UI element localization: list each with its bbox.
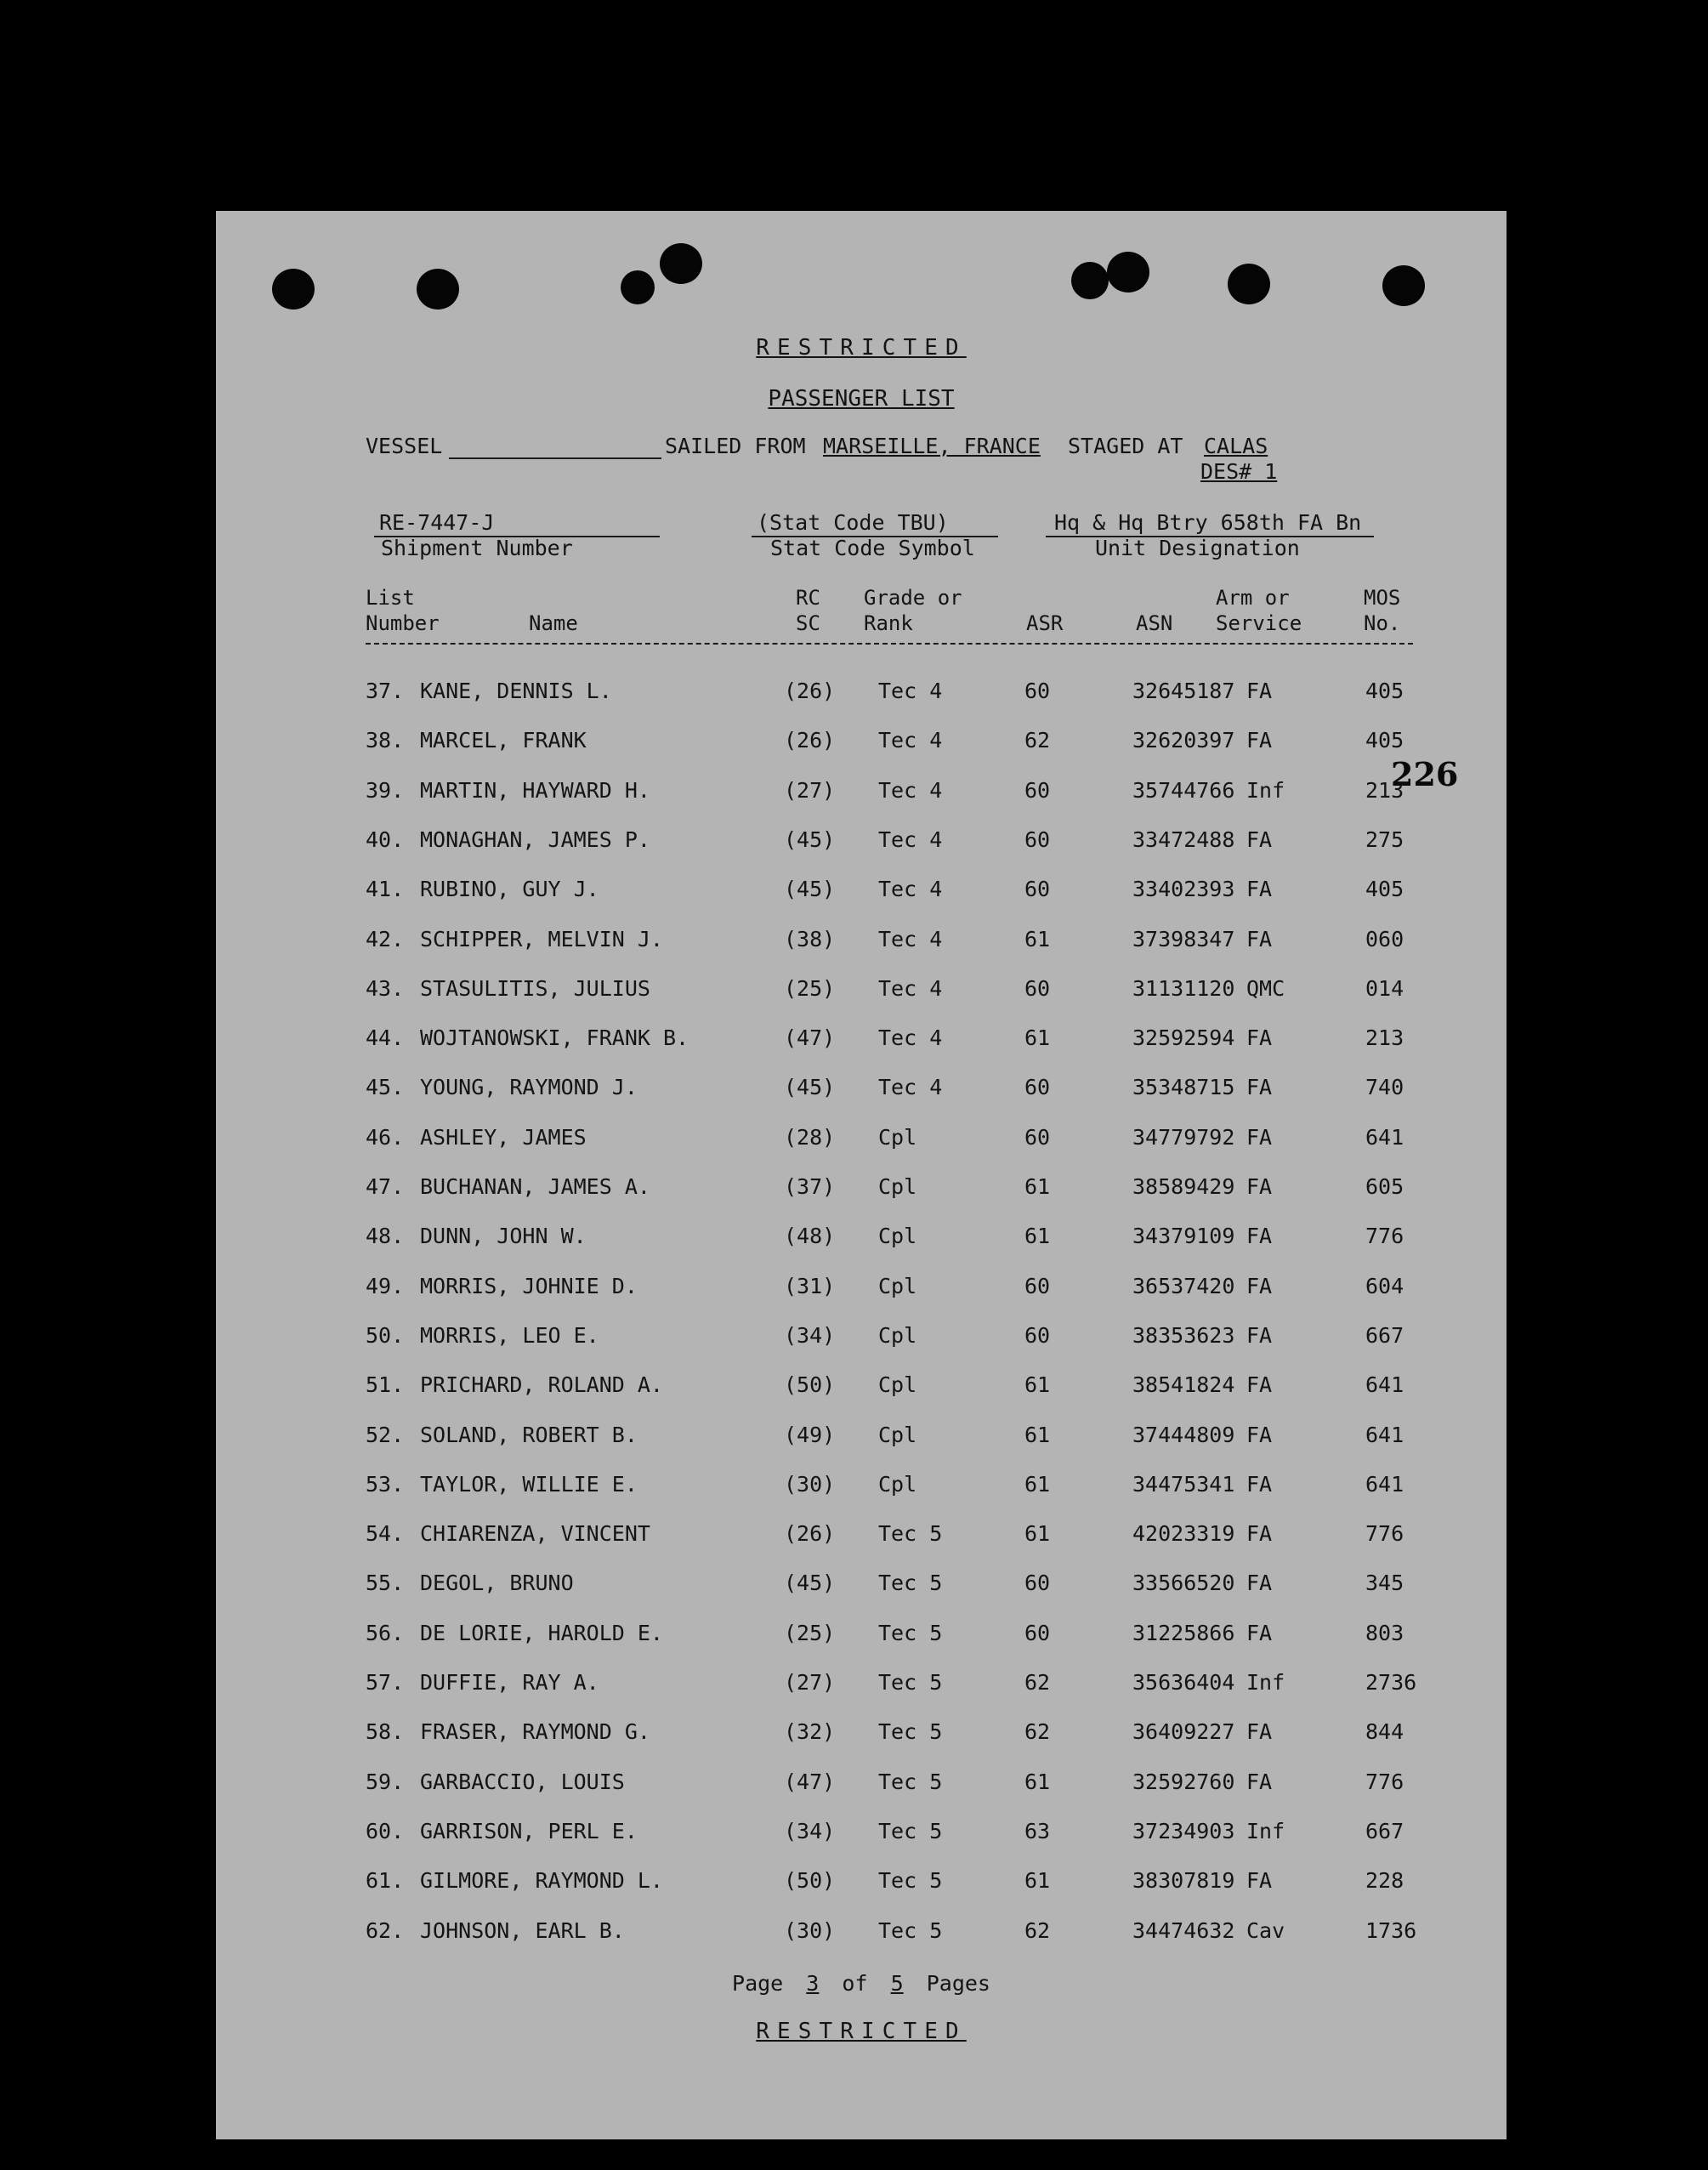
arm-service: FA: [1246, 1620, 1273, 1645]
row-number: 54.: [366, 1521, 405, 1547]
row-number: 41.: [366, 877, 405, 902]
arm-service: Inf: [1246, 1818, 1285, 1843]
asn: 35744766: [1132, 777, 1235, 803]
table-row: [216, 1621, 1507, 1658]
row-number: 62.: [366, 1917, 405, 1943]
row-number: 50.: [366, 1322, 405, 1348]
passenger-name: DUFFIE, RAY A.: [420, 1670, 599, 1695]
asn: 35348715: [1132, 1075, 1235, 1100]
grade: Cpl: [878, 1124, 917, 1150]
page-label: Page: [732, 1971, 784, 1996]
mos-number: 1736: [1365, 1917, 1417, 1943]
grade: Tec 4: [878, 975, 943, 1001]
arm-service: FA: [1246, 1273, 1273, 1298]
asr: 61: [1024, 1521, 1051, 1547]
table-row: [216, 1423, 1507, 1460]
des-number: DES# 1: [1200, 459, 1278, 484]
passenger-name: KANE, DENNIS L.: [420, 679, 612, 703]
grade: Tec 5: [878, 1670, 943, 1695]
asr: 60: [1024, 827, 1051, 852]
row-number: 48.: [366, 1224, 405, 1249]
rc-sc: (26): [784, 679, 836, 703]
passenger-name: STASULITIS, JULIUS: [420, 975, 650, 1001]
table-row: [216, 728, 1507, 765]
rc-sc: (32): [784, 1719, 836, 1745]
row-number: 60.: [366, 1818, 405, 1843]
asr: 60: [1024, 1273, 1051, 1298]
passenger-name: RUBINO, GUY J.: [420, 877, 599, 902]
asn: 37234903: [1132, 1818, 1235, 1843]
arm-service: FA: [1246, 1174, 1273, 1199]
staged-at-label: STAGED AT: [1068, 434, 1183, 458]
mos-number: 641: [1365, 1422, 1404, 1447]
arm-service: FA: [1246, 679, 1273, 703]
row-number: 51.: [366, 1372, 405, 1398]
arm-service: QMC: [1246, 975, 1285, 1001]
grade: Tec 4: [878, 926, 943, 952]
col-header-grade: Grade or Rank: [864, 586, 962, 635]
row-number: 40.: [366, 827, 405, 852]
grade: Tec 5: [878, 1521, 943, 1547]
stat-code-value: (Stat Code TBU): [757, 510, 949, 535]
rc-sc: (48): [784, 1224, 836, 1249]
passenger-name: MONAGHAN, JAMES P.: [420, 827, 650, 852]
row-number: 49.: [366, 1273, 405, 1298]
passenger-name: WOJTANOWSKI, FRANK B.: [420, 1025, 689, 1051]
grade: Tec 5: [878, 1818, 943, 1843]
grade: Tec 5: [878, 1620, 943, 1645]
grade: Tec 4: [878, 679, 943, 703]
passenger-name: GARRISON, PERL E.: [420, 1818, 638, 1843]
mos-number: 604: [1365, 1273, 1404, 1298]
header-divider: [366, 643, 1413, 645]
passenger-name: PRICHARD, ROLAND A.: [420, 1372, 663, 1398]
passenger-name: TAYLOR, WILLIE E.: [420, 1471, 638, 1497]
mos-number: 060: [1365, 926, 1404, 952]
mos-number: 776: [1365, 1521, 1404, 1547]
row-number: 59.: [366, 1769, 405, 1794]
stat-code-label: Stat Code Symbol: [770, 536, 975, 560]
mos-number: 844: [1365, 1719, 1404, 1745]
unit-designation-label: Unit Designation: [1095, 536, 1300, 560]
rc-sc: (38): [784, 926, 836, 952]
table-row: [216, 827, 1507, 865]
mos-number: 405: [1365, 877, 1404, 902]
arm-service: FA: [1246, 827, 1273, 852]
grade: Tec 4: [878, 1025, 943, 1051]
passenger-name: GILMORE, RAYMOND L.: [420, 1868, 663, 1894]
grade: Cpl: [878, 1322, 917, 1348]
asn: 34379109: [1132, 1224, 1235, 1249]
arm-service: FA: [1246, 1322, 1273, 1348]
asn: 33566520: [1132, 1571, 1235, 1596]
asr: 62: [1024, 728, 1051, 753]
asn: 32592760: [1132, 1769, 1235, 1794]
table-row: [216, 1819, 1507, 1856]
rc-sc: (37): [784, 1174, 836, 1199]
rc-sc: (45): [784, 877, 836, 902]
asn: 36409227: [1132, 1719, 1235, 1745]
asr: 60: [1024, 1571, 1051, 1596]
row-number: 56.: [366, 1620, 405, 1645]
table-row: [216, 1670, 1507, 1707]
row-number: 47.: [366, 1174, 405, 1199]
asn: 34779792: [1132, 1124, 1235, 1150]
grade: Cpl: [878, 1471, 917, 1497]
asn: 32620397: [1132, 728, 1235, 753]
col-header-arm-service: Arm or Service: [1216, 586, 1302, 635]
passenger-name: SOLAND, ROBERT B.: [420, 1422, 638, 1447]
asn: 37398347: [1132, 926, 1235, 952]
asr: 60: [1024, 1620, 1051, 1645]
passenger-name: MORRIS, LEO E.: [420, 1322, 599, 1348]
page-total: 5: [890, 1971, 904, 1996]
table-row: [216, 1571, 1507, 1608]
asr: 60: [1024, 1322, 1051, 1348]
unit-designation-value: Hq & Hq Btry 658th FA Bn: [1054, 510, 1362, 535]
grade: Tec 4: [878, 728, 943, 753]
asr: 60: [1024, 877, 1051, 902]
passenger-name: DEGOL, BRUNO: [420, 1571, 574, 1596]
col-header-asn: ASN: [1136, 611, 1173, 635]
rc-sc: (26): [784, 728, 836, 753]
arm-service: FA: [1246, 1521, 1273, 1547]
table-row: [216, 778, 1507, 815]
col-header-asr: ASR: [1026, 611, 1064, 635]
arm-service: FA: [1246, 1224, 1273, 1249]
row-number: 52.: [366, 1422, 405, 1447]
asr: 61: [1024, 1174, 1051, 1199]
table-row: [216, 1274, 1507, 1311]
table-row: [216, 1868, 1507, 1906]
vessel-label: VESSEL: [366, 434, 443, 458]
asn: 31225866: [1132, 1620, 1235, 1645]
col-header-name: Name: [529, 611, 578, 635]
arm-service: FA: [1246, 1868, 1273, 1894]
asr: 61: [1024, 1025, 1051, 1051]
asn: 34474632: [1132, 1917, 1235, 1943]
asn: 36537420: [1132, 1273, 1235, 1298]
table-row: [216, 1770, 1507, 1807]
passenger-name: DUNN, JOHN W.: [420, 1224, 587, 1249]
table-row: [216, 877, 1507, 914]
arm-service: FA: [1246, 1422, 1273, 1447]
asr: 61: [1024, 1471, 1051, 1497]
punch-hole: [1228, 264, 1270, 304]
grade: Cpl: [878, 1273, 917, 1298]
mos-number: 667: [1365, 1322, 1404, 1348]
asr: 60: [1024, 1124, 1051, 1150]
row-number: 58.: [366, 1719, 405, 1745]
mos-number: 405: [1365, 679, 1404, 703]
punch-hole: [621, 270, 655, 304]
mos-number: 213: [1365, 777, 1404, 803]
mos-number: 776: [1365, 1224, 1404, 1249]
asn: 37444809: [1132, 1422, 1235, 1447]
asr: 62: [1024, 1719, 1051, 1745]
punch-hole: [1071, 262, 1109, 299]
asn: 38589429: [1132, 1174, 1235, 1199]
asr: 60: [1024, 777, 1051, 803]
asr: 61: [1024, 1769, 1051, 1794]
shipment-number-value: RE-7447-J: [379, 510, 495, 535]
row-number: 55.: [366, 1571, 405, 1596]
mos-number: 405: [1365, 728, 1404, 753]
table-row: [216, 1323, 1507, 1361]
rc-sc: (30): [784, 1917, 836, 1943]
passenger-name: MARCEL, FRANK: [420, 728, 587, 753]
asn: 32592594: [1132, 1025, 1235, 1051]
table-row: [216, 1025, 1507, 1063]
asr: 60: [1024, 1075, 1051, 1100]
table-row: [216, 1224, 1507, 1261]
table-row: [216, 1125, 1507, 1162]
page-of: of: [842, 1971, 868, 1996]
asn: 35636404: [1132, 1670, 1235, 1695]
rc-sc: (30): [784, 1471, 836, 1497]
mos-number: 641: [1365, 1124, 1404, 1150]
asr: 61: [1024, 1422, 1051, 1447]
asr: 62: [1024, 1917, 1051, 1943]
rc-sc: (26): [784, 1521, 836, 1547]
rc-sc: (34): [784, 1322, 836, 1348]
passenger-name: ASHLEY, JAMES: [420, 1124, 587, 1150]
sailed-from-value: MARSEILLE, FRANCE: [823, 434, 1041, 458]
punch-hole: [272, 269, 315, 310]
vessel-blank: [449, 457, 661, 459]
row-number: 42.: [366, 926, 405, 952]
asn: 34475341: [1132, 1471, 1235, 1497]
staged-at-value: CALAS: [1204, 434, 1268, 458]
rc-sc: (50): [784, 1868, 836, 1894]
table-row: [216, 1174, 1507, 1212]
shipment-number-label: Shipment Number: [381, 536, 573, 560]
passenger-name: MARTIN, HAYWARD H.: [420, 777, 650, 803]
arm-service: FA: [1246, 1372, 1273, 1398]
rc-sc: (31): [784, 1273, 836, 1298]
asr: 60: [1024, 679, 1051, 703]
row-number: 61.: [366, 1868, 405, 1894]
asn: 33402393: [1132, 877, 1235, 902]
asr: 63: [1024, 1818, 1051, 1843]
row-number: 38.: [366, 728, 405, 753]
punch-hole: [1107, 252, 1149, 293]
table-row: [216, 976, 1507, 1014]
passenger-name: FRASER, RAYMOND G.: [420, 1719, 650, 1745]
mos-number: 345: [1365, 1571, 1404, 1596]
punch-hole: [417, 269, 459, 310]
asn: 42023319: [1132, 1521, 1235, 1547]
arm-service: FA: [1246, 1124, 1273, 1150]
arm-service: FA: [1246, 1769, 1273, 1794]
grade: Cpl: [878, 1224, 917, 1249]
rc-sc: (49): [784, 1422, 836, 1447]
table-row: [216, 1719, 1507, 1757]
col-header-mos: MOS No.: [1364, 586, 1401, 635]
asr: 62: [1024, 1670, 1051, 1695]
rc-sc: (45): [784, 1571, 836, 1596]
rc-sc: (27): [784, 1670, 836, 1695]
grade: Cpl: [878, 1422, 917, 1447]
asn: 32645187: [1132, 679, 1235, 703]
arm-service: FA: [1246, 1075, 1273, 1100]
grade: Tec 5: [878, 1917, 943, 1943]
arm-service: Inf: [1246, 1670, 1285, 1695]
passenger-name: SCHIPPER, MELVIN J.: [420, 926, 663, 952]
arm-service: Cav: [1246, 1917, 1285, 1943]
grade: Cpl: [878, 1174, 917, 1199]
arm-service: FA: [1246, 1571, 1273, 1596]
grade: Tec 4: [878, 827, 943, 852]
mos-number: 776: [1365, 1769, 1404, 1794]
rc-sc: (34): [784, 1818, 836, 1843]
rc-sc: (27): [784, 777, 836, 803]
row-number: 57.: [366, 1670, 405, 1695]
mos-number: 667: [1365, 1818, 1404, 1843]
row-number: 43.: [366, 975, 405, 1001]
row-number: 46.: [366, 1124, 405, 1150]
passenger-name: YOUNG, RAYMOND J.: [420, 1075, 638, 1100]
rc-sc: (47): [784, 1025, 836, 1051]
grade: Cpl: [878, 1372, 917, 1398]
arm-service: FA: [1246, 1719, 1273, 1745]
mos-number: 2736: [1365, 1670, 1417, 1695]
rc-sc: (45): [784, 827, 836, 852]
asn: 38541824: [1132, 1372, 1235, 1398]
rc-sc: (28): [784, 1124, 836, 1150]
page-stamp-number: 226: [1391, 755, 1459, 793]
passenger-name: BUCHANAN, JAMES A.: [420, 1174, 650, 1199]
asr: 61: [1024, 1372, 1051, 1398]
passenger-name: MORRIS, JOHNIE D.: [420, 1273, 638, 1298]
document-title: PASSENGER LIST: [768, 386, 955, 412]
pages-label: Pages: [926, 1971, 990, 1996]
arm-service: FA: [1246, 877, 1273, 902]
asn: 38353623: [1132, 1322, 1235, 1348]
row-number: 37.: [366, 679, 405, 703]
grade: Tec 5: [878, 1571, 943, 1596]
mos-number: 228: [1365, 1868, 1404, 1894]
asn: 33472488: [1132, 827, 1235, 852]
grade: Tec 5: [878, 1769, 943, 1794]
classification-footer: RESTRICTED: [756, 2019, 967, 2044]
sailed-from-label: SAILED FROM: [665, 434, 806, 458]
punch-hole: [660, 243, 702, 284]
arm-service: Inf: [1246, 777, 1285, 803]
grade: Tec 4: [878, 877, 943, 902]
asr: 61: [1024, 926, 1051, 952]
mos-number: 605: [1365, 1174, 1404, 1199]
table-row: [216, 927, 1507, 964]
asn: 38307819: [1132, 1868, 1235, 1894]
asr: 60: [1024, 975, 1051, 1001]
page-footer: [216, 1971, 1507, 1996]
rc-sc: (25): [784, 975, 836, 1001]
table-row: [216, 1521, 1507, 1559]
asr: 61: [1024, 1224, 1051, 1249]
arm-service: FA: [1246, 728, 1273, 753]
rc-sc: (25): [784, 1620, 836, 1645]
asn: 31131120: [1132, 975, 1235, 1001]
mos-number: 740: [1365, 1075, 1404, 1100]
row-number: 45.: [366, 1075, 405, 1100]
asr: 61: [1024, 1868, 1051, 1894]
rc-sc: (45): [784, 1075, 836, 1100]
passenger-name: JOHNSON, EARL B.: [420, 1917, 625, 1943]
grade: Tec 4: [878, 1075, 943, 1100]
classification-header: RESTRICTED: [756, 335, 967, 361]
mos-number: 641: [1365, 1471, 1404, 1497]
col-header-rc-sc: RC SC: [796, 586, 820, 635]
mos-number: 213: [1365, 1025, 1404, 1051]
mos-number: 803: [1365, 1620, 1404, 1645]
rc-sc: (47): [784, 1769, 836, 1794]
mos-number: 641: [1365, 1372, 1404, 1398]
arm-service: FA: [1246, 1025, 1273, 1051]
punch-hole: [1382, 265, 1425, 306]
mos-number: 275: [1365, 827, 1404, 852]
table-row: [216, 1372, 1507, 1410]
table-row: [216, 1075, 1507, 1112]
page-current: 3: [806, 1971, 820, 1996]
grade: Tec 4: [878, 777, 943, 803]
passenger-name: DE LORIE, HAROLD E.: [420, 1620, 663, 1645]
table-row: [216, 1918, 1507, 1956]
row-number: 39.: [366, 777, 405, 803]
table-row: [216, 679, 1507, 716]
passenger-name: GARBACCIO, LOUIS: [420, 1769, 625, 1794]
grade: Tec 5: [878, 1719, 943, 1745]
document-page: [216, 211, 1507, 2139]
mos-number: 014: [1365, 975, 1404, 1001]
arm-service: FA: [1246, 1471, 1273, 1497]
col-header-list-number: List Number: [366, 586, 440, 635]
table-row: [216, 1472, 1507, 1509]
grade: Tec 5: [878, 1868, 943, 1894]
arm-service: FA: [1246, 926, 1273, 952]
rc-sc: (50): [784, 1372, 836, 1398]
row-number: 53.: [366, 1471, 405, 1497]
passenger-name: CHIARENZA, VINCENT: [420, 1521, 650, 1547]
row-number: 44.: [366, 1025, 405, 1051]
